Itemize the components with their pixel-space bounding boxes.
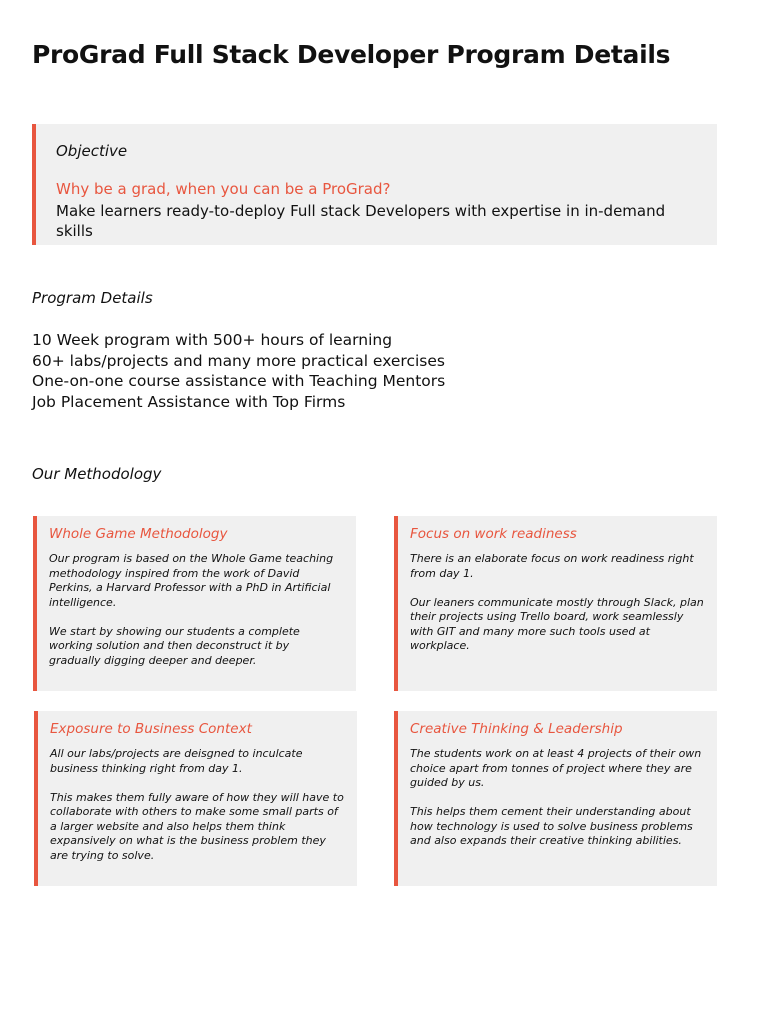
program-details-heading: Program Details xyxy=(32,289,153,307)
methodology-heading: Our Methodology xyxy=(32,465,162,483)
objective-heading: Objective xyxy=(56,142,128,160)
card-text: The students work on at least 4 projects of their own choice apart from tonnes of project where they are guided by us. xyxy=(410,747,702,790)
card-text: There is an elaborate focus on work readiness right from day 1. xyxy=(410,552,694,580)
card-text: This helps them cement their understanding about how technology is used to solve business problems and also expands their creative thinking abilities. xyxy=(410,805,693,848)
objective-box xyxy=(32,124,717,245)
methodology-card xyxy=(34,711,357,886)
objective-tagline: Why be a grad, when you can be a ProGrad? xyxy=(56,180,391,198)
list-item: One-on-one course assistance with Teaching Mentors xyxy=(32,372,446,391)
card-title: Focus on work readiness xyxy=(410,526,577,542)
page-title: ProGrad Full Stack Developer Program Details xyxy=(32,40,671,69)
list-item: 10 Week program with 500+ hours of learning xyxy=(32,331,393,349)
card-text: All our labs/projects are deisgned to inculcate business thinking right from day 1. xyxy=(50,747,303,775)
card-text: Our program is based on the Whole Game teaching methodology inspired from the work of David Perkins, a Harvard Professor with a PhD in Artificial intelligence. xyxy=(49,552,334,609)
card-text: We start by showing our students a complete working solution and then deconstruct it by gradually digging deeper and deeper. xyxy=(49,624,300,668)
card-title: Creative Thinking & Leadership xyxy=(410,721,623,737)
program-details-list xyxy=(32,330,445,413)
card-title: Whole Game Methodology xyxy=(49,526,228,542)
card-title: Exposure to Business Context xyxy=(50,721,252,737)
methodology-card xyxy=(33,516,356,691)
objective-text: Make learners ready-to-deploy Full stack Developers with expertise in in-demand skills xyxy=(56,202,666,240)
card-text: This makes them fully aware of how they will have to collaborate with others to make some small parts of a larger website and also helps them think expansively on what is the business problem they are trying to solve. xyxy=(50,790,344,863)
list-item: 60+ labs/projects and many more practical exercises xyxy=(32,351,445,370)
methodology-card xyxy=(394,711,717,886)
list-item: Job Placement Assistance with Top Firms xyxy=(32,393,346,412)
methodology-card xyxy=(394,516,717,691)
card-text: Our leaners communicate mostly through Slack, plan their projects using Trello board, work seamlessly with GIT and many more such tools used at workplace. xyxy=(410,595,704,653)
